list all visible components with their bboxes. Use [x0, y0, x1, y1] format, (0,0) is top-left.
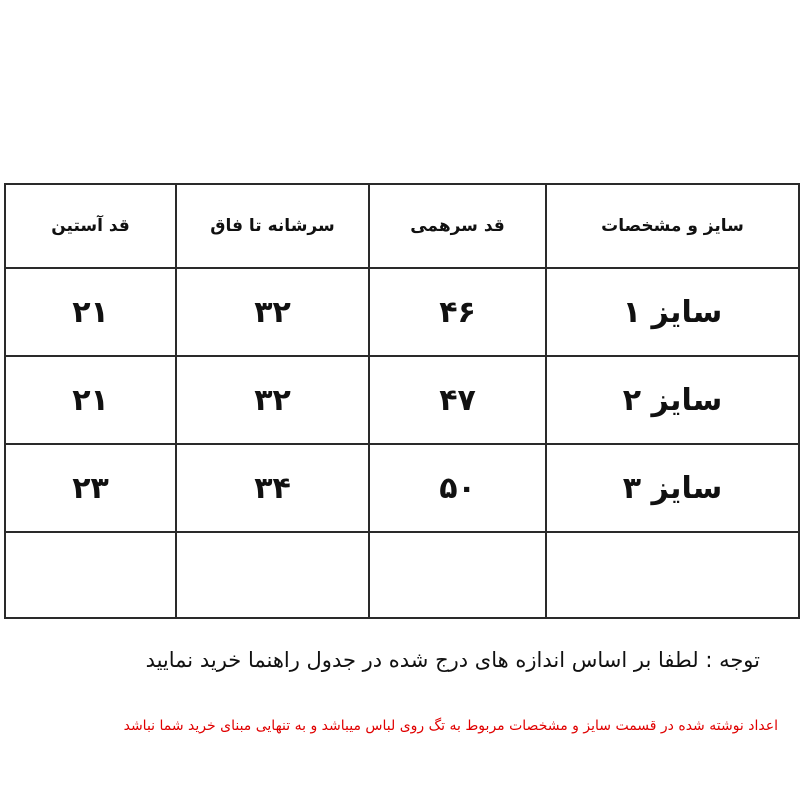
cell-romper	[369, 268, 546, 356]
header-shoulder-to-crotch	[176, 184, 369, 268]
cell-size	[546, 268, 799, 356]
cell-sleeve	[5, 268, 176, 356]
romper-value: ۴۷	[439, 382, 476, 418]
cell-shoulder	[176, 356, 369, 444]
header-romper-length	[369, 184, 546, 268]
size-value: سایز ۳	[622, 470, 723, 506]
table-row	[5, 356, 799, 444]
table-header-row	[5, 184, 799, 268]
cell-sleeve	[5, 356, 176, 444]
cell-shoulder	[176, 268, 369, 356]
table-row	[5, 444, 799, 532]
size-value: سایز ۱	[622, 294, 723, 330]
tag-disclaimer: اعداد نوشته شده در قسمت سایز و مشخصات مربوط به تگ روی لباس میباشد و به تنهایی مبنای خرید شما نباشد	[123, 718, 778, 734]
header-size-spec	[546, 184, 799, 268]
cell-sleeve	[5, 444, 176, 532]
header-sleeve-length	[5, 184, 176, 268]
shoulder-value: ۳۴	[254, 470, 291, 506]
header-shoulder-label: سرشانه تا فاق	[210, 216, 335, 236]
cell-shoulder	[176, 444, 369, 532]
cell-size	[546, 444, 799, 532]
table-row-empty	[5, 532, 799, 618]
header-sleeve-label: قد آستین	[51, 216, 130, 236]
header-size-label: سایز و مشخصات	[601, 216, 744, 236]
romper-value: ۵۰	[439, 470, 476, 506]
sleeve-value: ۲۳	[72, 470, 109, 506]
header-romper-label: قد سرهمی	[410, 216, 505, 236]
cell-romper	[369, 444, 546, 532]
romper-value: ۴۶	[439, 294, 476, 330]
sleeve-value: ۲۱	[72, 382, 109, 418]
size-value: سایز ۲	[622, 382, 723, 418]
table-row	[5, 268, 799, 356]
empty-cell	[546, 532, 799, 618]
empty-cell	[369, 532, 546, 618]
cell-romper	[369, 356, 546, 444]
empty-cell	[176, 532, 369, 618]
shoulder-value: ۳۲	[254, 294, 291, 330]
sleeve-value: ۲۱	[72, 294, 109, 330]
shoulder-value: ۳۲	[254, 382, 291, 418]
size-chart-table	[4, 183, 800, 619]
empty-cell	[5, 532, 176, 618]
purchase-note: توجه : لطفا بر اساس اندازه های درج شده در جدول راهنما خرید نمایید	[145, 648, 760, 672]
cell-size	[546, 356, 799, 444]
